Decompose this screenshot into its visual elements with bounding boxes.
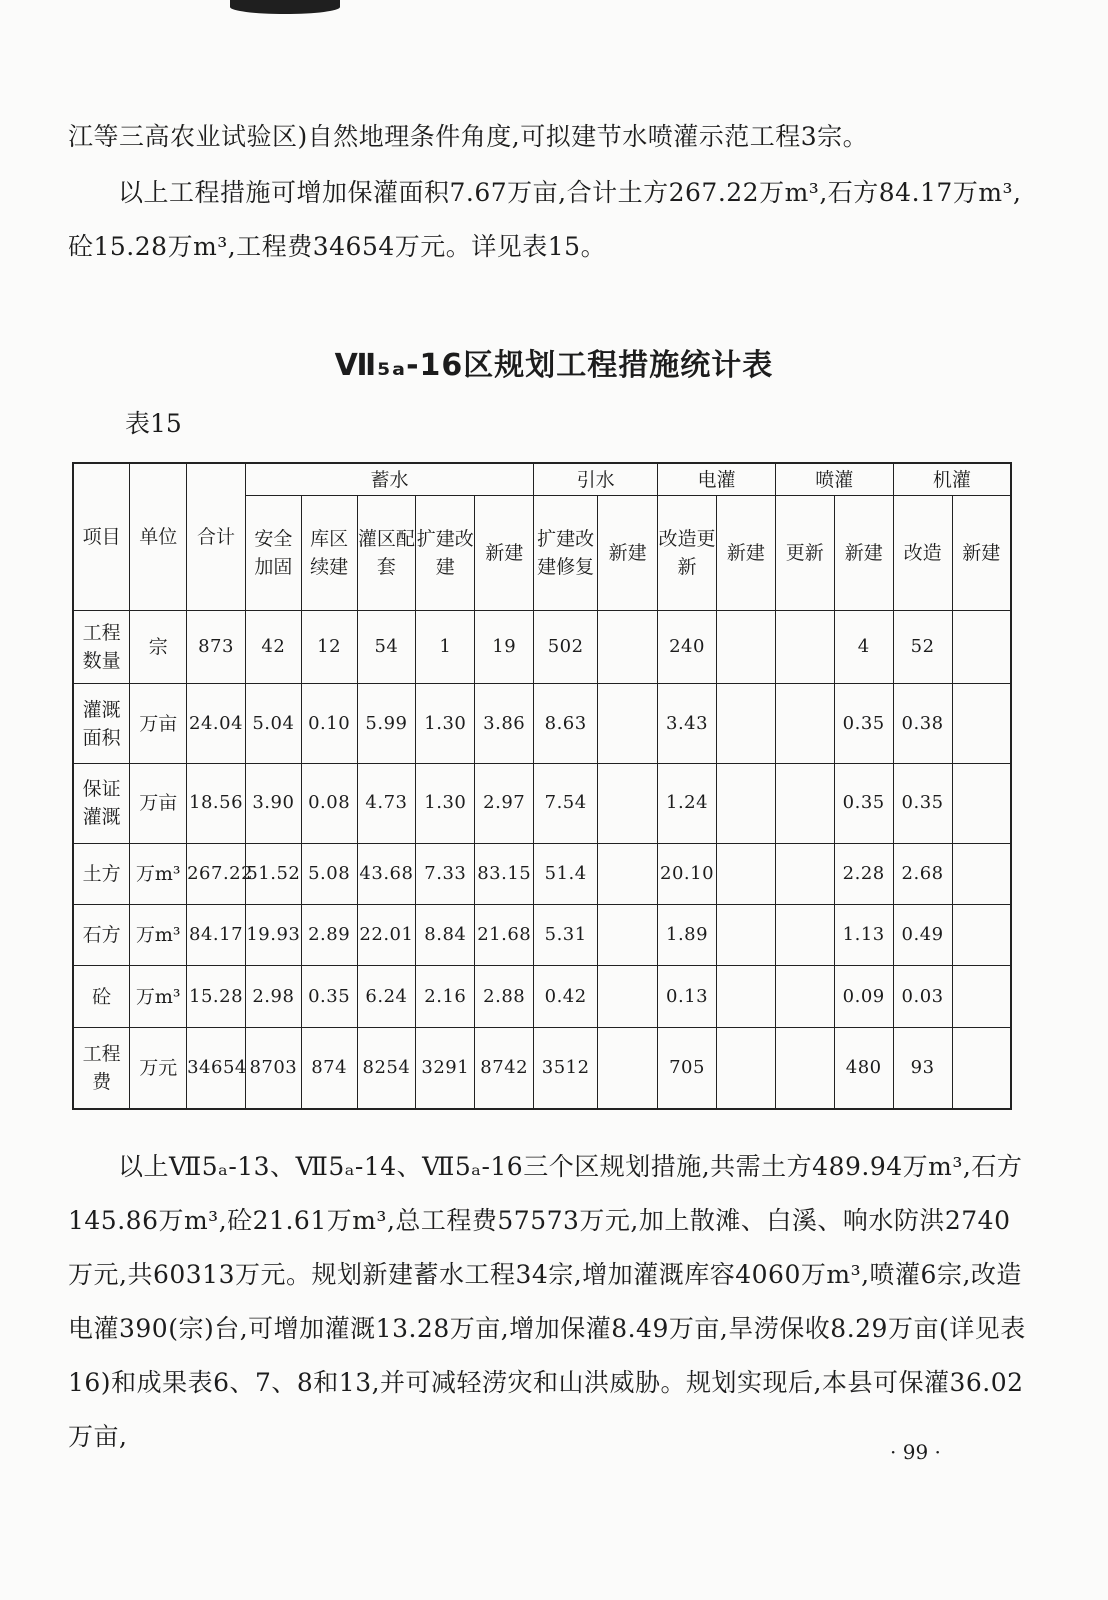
header-sub: 新建	[834, 496, 893, 610]
header-total: 合计	[187, 463, 246, 610]
row-unit: 万m³	[130, 905, 187, 966]
table-cell: 42	[245, 610, 301, 684]
table-cell	[598, 905, 658, 966]
table-cell: 2.89	[301, 905, 357, 966]
table-cell: 1.30	[416, 764, 475, 844]
table-cell: 0.35	[834, 684, 893, 764]
header-group-diversion: 引水	[534, 463, 658, 496]
page-number: · 99 ·	[890, 1440, 941, 1464]
row-total: 873	[187, 610, 246, 684]
table-cell	[716, 684, 775, 764]
table-cell: 2.28	[834, 843, 893, 904]
table-cell: 3.86	[475, 684, 534, 764]
table-cell: 19	[475, 610, 534, 684]
paragraph-intro: 以上工程措施可增加保灌面积7.67万亩,合计土方267.22万m³,石方84.17万m³,砼15.28万m³,工程费34654万元。详见表15。	[68, 178, 1022, 261]
table-cell: 0.08	[301, 764, 357, 844]
header-sub: 安全加固	[245, 496, 301, 610]
table-cell: 1.30	[416, 684, 475, 764]
table-cell: 8.63	[534, 684, 598, 764]
table-cell: 12	[301, 610, 357, 684]
table-cell: 7.54	[534, 764, 598, 844]
table-cell: 0.38	[893, 684, 952, 764]
table-cell: 480	[834, 1027, 893, 1109]
table-cell: 5.08	[301, 843, 357, 904]
table-cell	[716, 905, 775, 966]
row-label: 石方	[73, 905, 130, 966]
header-sub: 扩建改建	[416, 496, 475, 610]
row-label: 灌溉面积	[73, 684, 130, 764]
row-unit: 宗	[130, 610, 187, 684]
row-label: 砼	[73, 966, 130, 1027]
table-row	[73, 966, 1011, 1027]
row-total: 15.28	[187, 966, 246, 1027]
paragraph-bottom: 以上Ⅶ5ₐ-13、Ⅶ5ₐ-14、Ⅶ5ₐ-16三个区规划措施,共需土方489.94万m³,石方145.86万m³,砼21.61万m³,总工程费57573万元,加上散滩、白溪、响水防洪2740万元,共60313万元。规划新建蓄水工程34宗,增加灌溉库容4060万m³,喷灌6宗,改造电灌390(宗)台,可增加灌溉13.28万亩,增加保灌8.49万亩,旱涝保收8.29万亩(详见表16)和成果表6、7、8和13,并可减轻涝灾和山洪威胁。规划实现后,本县可保灌36.02万亩,	[68, 1152, 1026, 1451]
table-cell: 2.97	[475, 764, 534, 844]
table-row	[73, 610, 1011, 684]
table-cell	[952, 843, 1011, 904]
header-sub: 改造更新	[658, 496, 717, 610]
table-cell	[716, 1027, 775, 1109]
table-cell	[716, 843, 775, 904]
table-cell: 6.24	[357, 966, 416, 1027]
row-total: 34654	[187, 1027, 246, 1109]
table-cell	[952, 905, 1011, 966]
table-cell	[775, 966, 834, 1027]
table-cell: 0.10	[301, 684, 357, 764]
table-cell	[775, 684, 834, 764]
table-cell: 21.68	[475, 905, 534, 966]
table-cell	[716, 764, 775, 844]
row-unit: 万亩	[130, 764, 187, 844]
table-cell	[952, 966, 1011, 1027]
table-cell: 0.03	[893, 966, 952, 1027]
header-group-mechanical: 机灌	[893, 463, 1011, 496]
table-cell: 1.13	[834, 905, 893, 966]
header-sub: 新建	[716, 496, 775, 610]
table-cell	[952, 684, 1011, 764]
table-cell: 43.68	[357, 843, 416, 904]
header-sub: 更新	[775, 496, 834, 610]
statistics-table	[72, 462, 1012, 1110]
table-row	[73, 843, 1011, 904]
table-cell	[775, 1027, 834, 1109]
header-unit: 单位	[130, 463, 187, 610]
header-sub: 新建	[475, 496, 534, 610]
row-unit: 万m³	[130, 843, 187, 904]
row-label: 土方	[73, 843, 130, 904]
table-cell	[598, 610, 658, 684]
table-cell	[716, 610, 775, 684]
row-label: 工程费	[73, 1027, 130, 1109]
table-cell: 8742	[475, 1027, 534, 1109]
table-cell: 0.09	[834, 966, 893, 1027]
table-cell: 3512	[534, 1027, 598, 1109]
table-cell: 2.88	[475, 966, 534, 1027]
table-cell: 52	[893, 610, 952, 684]
table-cell: 874	[301, 1027, 357, 1109]
table-cell: 54	[357, 610, 416, 684]
table-header-row-1	[73, 463, 1011, 496]
table-row	[73, 1027, 1011, 1109]
table-cell: 5.99	[357, 684, 416, 764]
table-label: 表15	[125, 409, 182, 438]
table-cell: 22.01	[357, 905, 416, 966]
table-cell: 5.04	[245, 684, 301, 764]
table-title: Ⅶ₅ₐ-16区规划工程措施统计表	[334, 348, 774, 383]
scan-artifact	[230, 0, 340, 14]
table-cell: 8.84	[416, 905, 475, 966]
table-cell: 8254	[357, 1027, 416, 1109]
table-cell: 7.33	[416, 843, 475, 904]
table-cell: 502	[534, 610, 598, 684]
table-cell: 19.93	[245, 905, 301, 966]
row-label: 工程数量	[73, 610, 130, 684]
table-cell	[952, 610, 1011, 684]
table-cell: 0.35	[301, 966, 357, 1027]
table-cell: 0.42	[534, 966, 598, 1027]
table-cell	[775, 843, 834, 904]
header-group-storage: 蓄水	[245, 463, 533, 496]
table-cell	[775, 610, 834, 684]
header-sub: 扩建改建修复	[534, 496, 598, 610]
table-cell: 1.89	[658, 905, 717, 966]
row-label: 保证灌溉	[73, 764, 130, 844]
table-cell: 2.68	[893, 843, 952, 904]
table-cell: 4.73	[357, 764, 416, 844]
row-total: 18.56	[187, 764, 246, 844]
table-cell	[598, 966, 658, 1027]
table-cell: 2.98	[245, 966, 301, 1027]
table-cell: 5.31	[534, 905, 598, 966]
table-cell: 83.15	[475, 843, 534, 904]
table-cell: 3.43	[658, 684, 717, 764]
header-sub: 新建	[952, 496, 1011, 610]
table-cell: 240	[658, 610, 717, 684]
table-cell: 93	[893, 1027, 952, 1109]
table-cell: 2.16	[416, 966, 475, 1027]
row-unit: 万元	[130, 1027, 187, 1109]
table-cell	[952, 1027, 1011, 1109]
table-cell	[598, 764, 658, 844]
table-cell: 1.24	[658, 764, 717, 844]
table-cell: 0.13	[658, 966, 717, 1027]
table-row	[73, 684, 1011, 764]
paragraph-top: 江等三高农业试验区)自然地理条件角度,可拟建节水喷灌示范工程3宗。	[68, 122, 869, 151]
table-cell: 20.10	[658, 843, 717, 904]
table-cell	[716, 966, 775, 1027]
table-cell: 8703	[245, 1027, 301, 1109]
table-cell: 0.49	[893, 905, 952, 966]
row-total: 267.22	[187, 843, 246, 904]
table-cell: 0.35	[834, 764, 893, 844]
row-total: 24.04	[187, 684, 246, 764]
table-cell: 51.52	[245, 843, 301, 904]
table-cell	[775, 905, 834, 966]
row-total: 84.17	[187, 905, 246, 966]
table-cell: 51.4	[534, 843, 598, 904]
table-cell	[598, 843, 658, 904]
header-sub: 改造	[893, 496, 952, 610]
table-cell	[952, 764, 1011, 844]
header-group-electric: 电灌	[658, 463, 776, 496]
row-unit: 万m³	[130, 966, 187, 1027]
table-cell: 3291	[416, 1027, 475, 1109]
table-cell: 4	[834, 610, 893, 684]
header-group-sprinkler: 喷灌	[775, 463, 893, 496]
header-item: 项目	[73, 463, 130, 610]
table-cell	[598, 1027, 658, 1109]
header-sub: 库区续建	[301, 496, 357, 610]
table-cell: 1	[416, 610, 475, 684]
table-row	[73, 764, 1011, 844]
row-unit: 万亩	[130, 684, 187, 764]
table-cell	[775, 764, 834, 844]
table-cell: 3.90	[245, 764, 301, 844]
table-cell: 705	[658, 1027, 717, 1109]
header-sub: 灌区配套	[357, 496, 416, 610]
header-sub: 新建	[598, 496, 658, 610]
table-cell: 0.35	[893, 764, 952, 844]
table-row	[73, 905, 1011, 966]
table-cell	[598, 684, 658, 764]
